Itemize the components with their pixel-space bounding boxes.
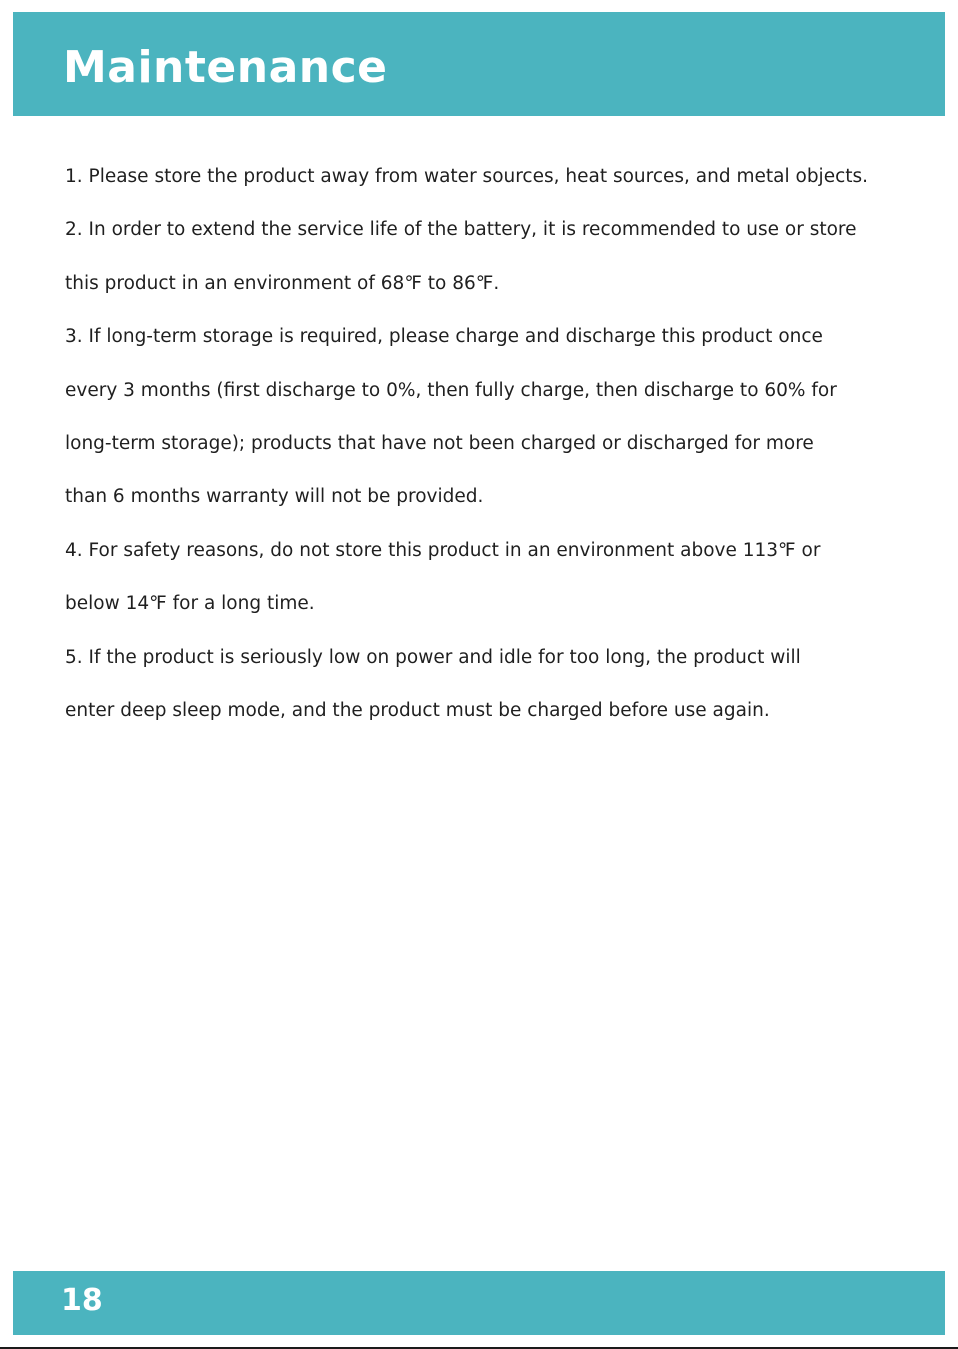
- instruction-line: 1. Please store the product away from water sources, heat sources, and metal objects.: [65, 166, 869, 187]
- maintenance-instructions: [65, 150, 925, 737]
- instruction-line: every 3 months (first discharge to 0%, then fully charge, then discharge to 60% for: [65, 379, 837, 401]
- instruction-line: than 6 months warranty will not be provided.: [65, 486, 484, 508]
- instruction-line: this product in an environment of 68℉ to 86℉.: [65, 272, 500, 294]
- instruction-line: 5. If the product is seriously low on power and idle for too long, the product will: [65, 646, 801, 668]
- instruction-line: long-term storage); products that have not been charged or discharged for more: [65, 432, 814, 454]
- instruction-line: 2. In order to extend the service life of the battery, it is recommended to use or store: [65, 219, 857, 241]
- page-number: 18: [61, 1283, 103, 1318]
- instruction-line: below 14℉ for a long time.: [65, 593, 315, 615]
- instruction-line: enter deep sleep mode, and the product must be charged before use again.: [65, 699, 770, 721]
- page-title: Maintenance: [63, 42, 388, 93]
- instruction-line: 3. If long-term storage is required, please charge and discharge this product once: [65, 326, 823, 348]
- instruction-line: 4. For safety reasons, do not store this product in an environment above 113℉ or: [65, 539, 821, 561]
- header-band: [13, 12, 945, 116]
- footer-band: [13, 1271, 945, 1335]
